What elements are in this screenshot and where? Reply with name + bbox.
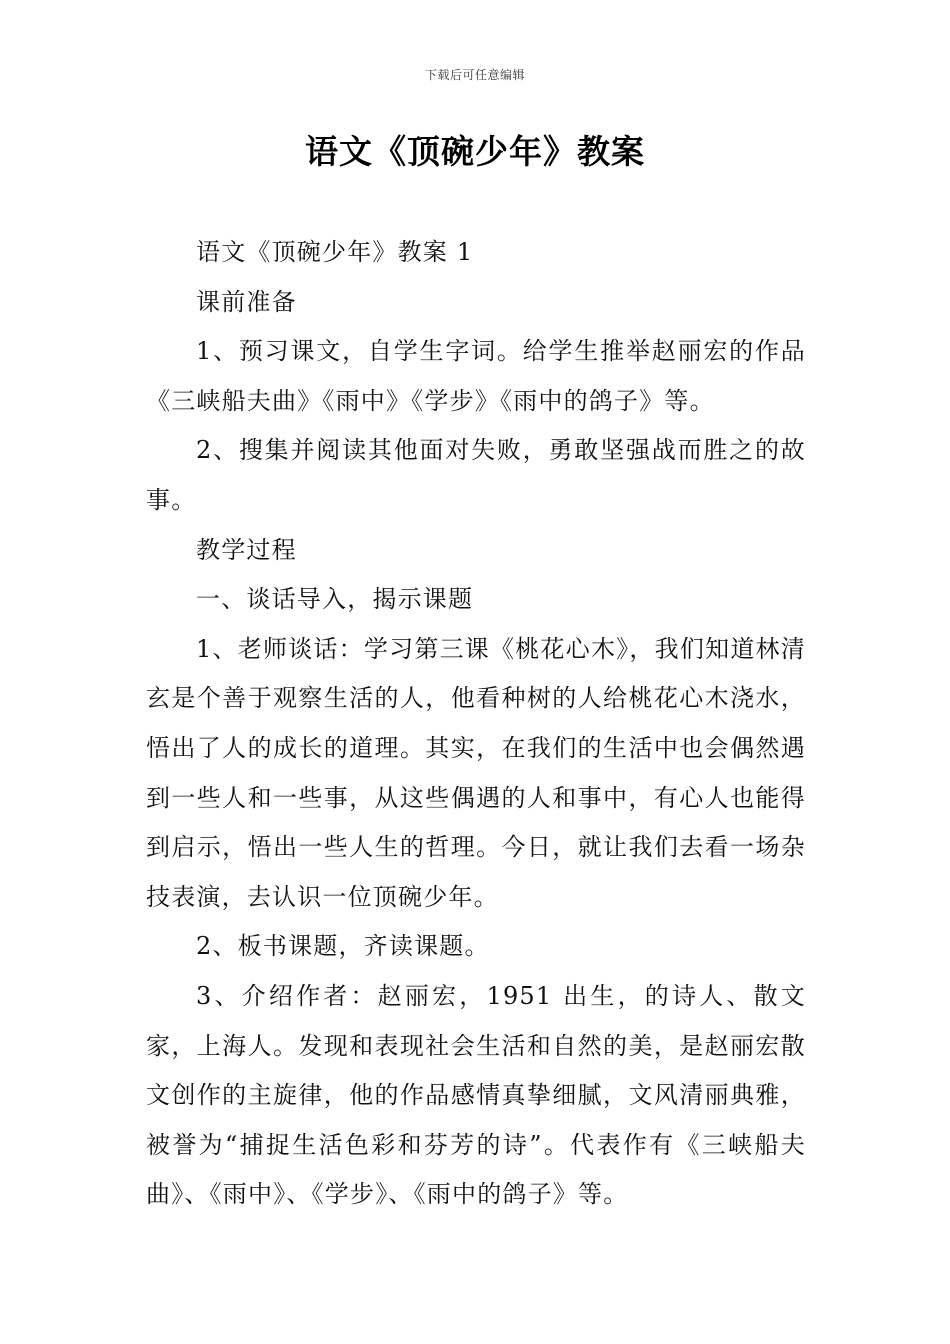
paragraph: 2、搜集并阅读其他面对失败，勇敢坚强战而胜之的故事。 bbox=[146, 436, 806, 514]
section-heading: 语文《顶碗少年》教案 1 bbox=[196, 238, 474, 266]
subsection-heading: 课前准备 bbox=[196, 287, 297, 316]
paragraph: 3、介绍作者：赵丽宏，1951 出生，的诗人、散文家，上海人。发现和表现社会生活和自然的美，是赵丽宏散文创作的主旋律，他的作品感情真挚细腻，文风清丽典雅，被誉为“捕捉生活色彩和芬芳的诗”。代表作有《三峡船夫曲》、《雨中》、《学步》、《雨中的鸽子》等。 bbox=[146, 981, 806, 1209]
paragraph: 1、预习课文，自学生字词。给学生推举赵丽宏的作品《三峡船夫曲》《雨中》《学步》《雨中的鸽子》等。 bbox=[146, 337, 806, 415]
paragraph: 2、板书课题，齐读课题。 bbox=[196, 932, 490, 961]
paragraph: 1、老师谈话：学习第三课《桃花心木》，我们知道林清玄是个善于观察生活的人，他看种树的人给桃花心木浇水，悟出了人的成长的道理。其实，在我们的生活中也会偶然遇到一些人和一些事，从这些偶遇的人和事中，有心人也能得到启示，悟出一些人生的哲理。今日，就让我们去看一场杂技表演，去认识一位顶碗少年。 bbox=[146, 634, 806, 911]
subsection-heading: 教学过程 bbox=[196, 535, 297, 564]
document-body bbox=[146, 228, 806, 1220]
step-heading: 一、谈话导入，揭示课题 bbox=[196, 585, 474, 614]
header-note: 下载后可任意编辑 bbox=[424, 68, 525, 82]
document-title: 语文《顶碗少年》教案 bbox=[305, 132, 645, 171]
